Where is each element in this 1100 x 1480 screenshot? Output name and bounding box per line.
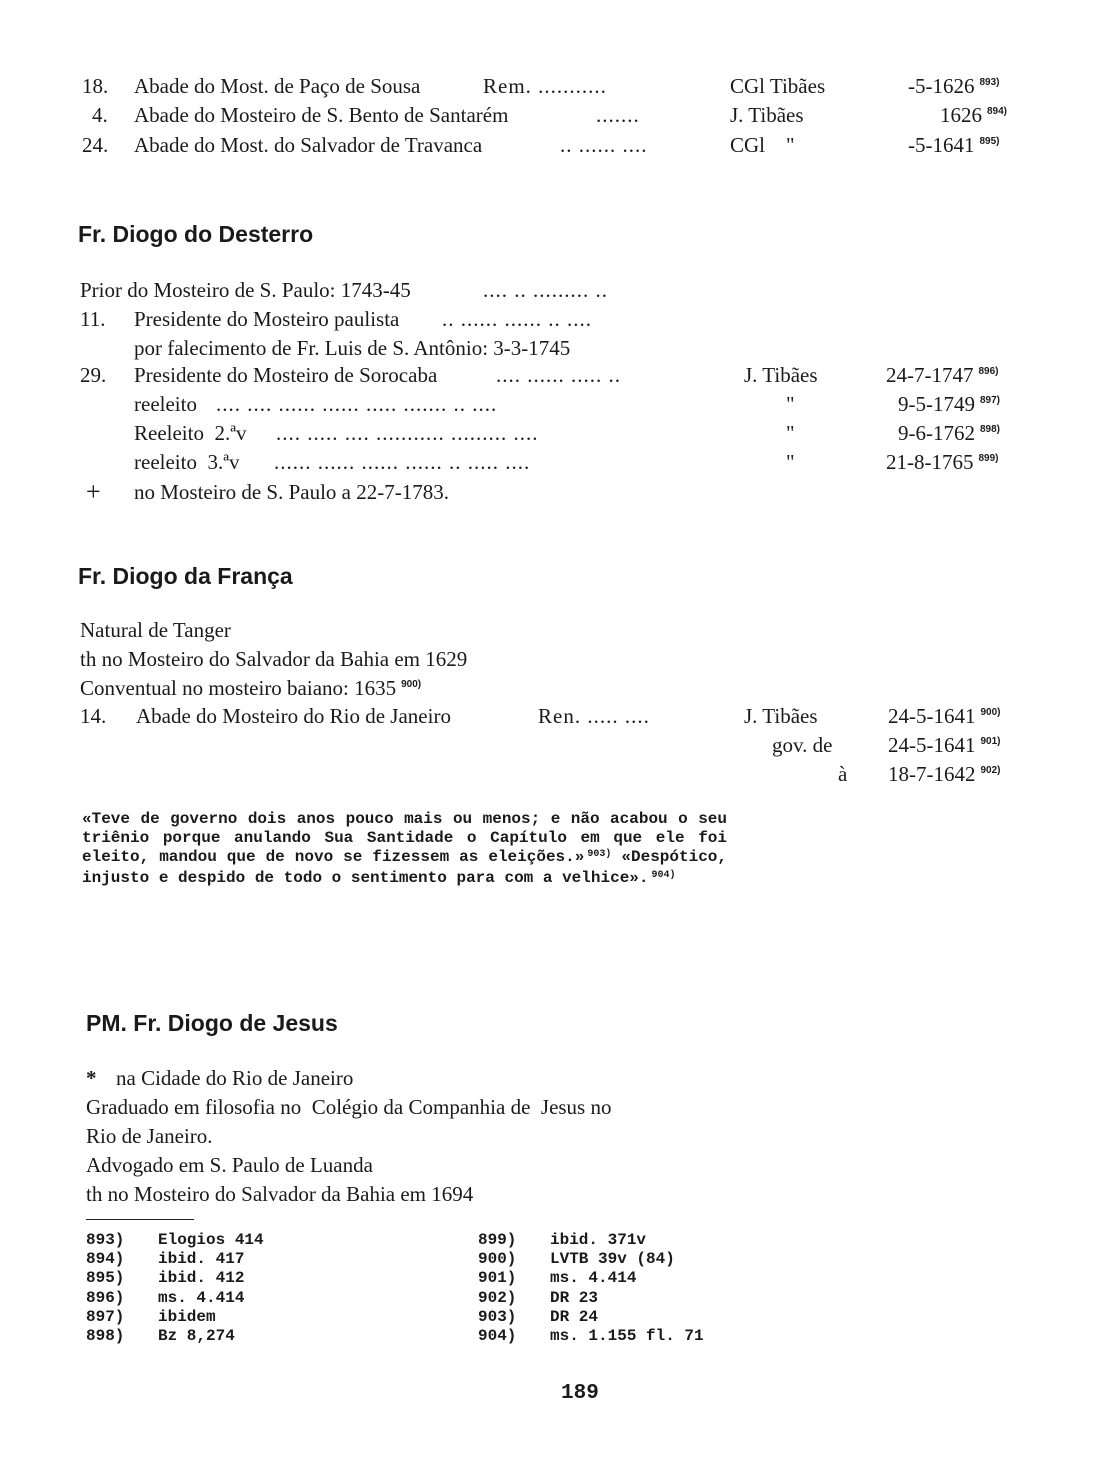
- footnote: [478, 1269, 704, 1288]
- entry-date: 1626: [940, 103, 982, 127]
- footnote-ref: 897): [980, 395, 1001, 406]
- graduation-text-cont: Rio de Janeiro.: [86, 1124, 213, 1148]
- conventual-text: Conventual no mosteiro baiano: 1635: [80, 676, 397, 700]
- entry-number: 18.: [82, 74, 109, 98]
- footnote-number: 903): [478, 1307, 517, 1326]
- footnote-number: 899): [478, 1231, 517, 1249]
- footnote: [86, 1231, 264, 1250]
- entry-place: J. Tibães: [744, 704, 818, 728]
- footnote: [478, 1231, 704, 1250]
- prior-dots: .... .. ......... ..: [483, 278, 608, 302]
- entry-number: 11.: [80, 307, 106, 331]
- footnote-ref: 898): [980, 424, 1001, 435]
- footnote: [478, 1327, 704, 1346]
- footnote-text: ibid. 417: [158, 1250, 245, 1269]
- entry-number: 29.: [80, 363, 107, 387]
- entry-date: 9-5-1749: [898, 392, 975, 416]
- abbot-dots: Ren. ..... ....: [538, 704, 650, 728]
- footnote-number: 901): [478, 1269, 517, 1288]
- footnote: [86, 1327, 264, 1346]
- footnote-ref: 895): [979, 136, 1000, 147]
- birthplace-text: Natural de Tanger: [80, 618, 231, 642]
- footnote-rule: [86, 1219, 194, 1220]
- entry-dots: .. ...... ....: [560, 133, 648, 157]
- footnote-number: 900): [478, 1250, 517, 1269]
- entry-date: -5-1626: [908, 74, 975, 98]
- quote-text: «Despótico, injusto e despido de todo o sentimento para com a velhice».: [82, 848, 728, 887]
- quote-text: «Teve de governo dois anos pouco mais ou menos; e não acabou o seu triênio porque anulando Sua Santidade o Capítulo em que ele foi eleito, mandou que de novo se fizessem as eleições.»: [82, 810, 727, 866]
- profession-text: th no Mosteiro do Salvador da Bahia em 1694: [86, 1182, 474, 1206]
- footnote-text: ibidem: [158, 1307, 216, 1326]
- page-number: 189: [561, 1382, 599, 1405]
- abbot-text: Abade do Mosteiro do Rio de Janeiro: [136, 704, 451, 728]
- quote-block: [82, 810, 727, 890]
- death-text: no Mosteiro de S. Paulo a 22-7-1783.: [134, 480, 449, 504]
- president-text: Presidente do Mosteiro paulista: [134, 307, 400, 331]
- footnote: [86, 1269, 264, 1288]
- entry-dots: .......: [596, 103, 640, 127]
- president-reason: por falecimento de Fr. Luis de S. Antônio: 3-3-1745: [134, 336, 571, 360]
- footnote-number: 898): [86, 1327, 125, 1346]
- section-heading-desterro: Fr. Diogo do Desterro: [78, 221, 314, 247]
- entry-number: 4.: [92, 103, 108, 127]
- president-text: Presidente do Mosteiro de Sorocaba: [134, 363, 438, 387]
- footnote-ref: 902): [980, 765, 1001, 776]
- ditto-mark: ": [786, 421, 795, 445]
- entry-dots: Rem. ...........: [483, 74, 607, 98]
- footnote-text: Bz 8,274: [158, 1327, 235, 1346]
- footnote: [478, 1289, 704, 1308]
- footnote-number: 897): [86, 1307, 125, 1326]
- ditto-mark: ": [786, 450, 795, 474]
- footnote-ref: 893): [979, 77, 1000, 88]
- footnote-ref: 894): [987, 106, 1008, 117]
- footnote-text: LVTB 39v (84): [550, 1250, 675, 1269]
- entry-title: Abade do Most. de Paço de Sousa: [134, 74, 421, 98]
- footnote-text: DR 23: [550, 1288, 599, 1307]
- footnote-number: 896): [86, 1288, 125, 1307]
- footnote-text: ibid. 412: [158, 1269, 245, 1288]
- president-dots: .. ...... ...... .. ....: [442, 307, 592, 331]
- footnote-ref: 901): [980, 736, 1001, 747]
- prior-text: Prior do Mosteiro de S. Paulo: 1743-45: [80, 278, 411, 302]
- reelection-text: reeleito: [134, 392, 197, 416]
- footnote-number: 904): [478, 1327, 517, 1346]
- reelection-text: reeleito 3.ªv: [134, 450, 240, 474]
- entry-date: 24-5-1641: [888, 704, 976, 728]
- entry-place: CGl Tibães: [730, 74, 826, 98]
- entry-date: 9-6-1762: [898, 421, 975, 445]
- footnote-ref: 903): [587, 849, 612, 860]
- footnote-text: Elogios 414: [158, 1231, 264, 1249]
- entry-date: 24-5-1641: [888, 733, 976, 757]
- section-heading-franca: Fr. Diogo da França: [78, 563, 293, 589]
- gov-label: gov. de: [772, 733, 833, 757]
- death-cross-icon: +: [86, 477, 101, 506]
- footnote-number: 894): [86, 1250, 125, 1269]
- entry-date: 21-8-1765: [886, 450, 974, 474]
- footnotes-right: [478, 1231, 704, 1346]
- footnote-number: 893): [86, 1231, 125, 1249]
- reelection-dots: .... ..... .... ........... ......... ....: [276, 421, 539, 445]
- ditto-mark: ": [786, 392, 795, 416]
- entry-number: 24.: [82, 133, 109, 157]
- footnote-number: 895): [86, 1269, 125, 1288]
- advocate-text: Advogado em S. Paulo de Luanda: [86, 1153, 373, 1177]
- footnote: [86, 1308, 264, 1327]
- president-dots: .... ...... ..... ..: [496, 363, 621, 387]
- footnote: [86, 1289, 264, 1308]
- footnote-text: DR 24: [550, 1307, 599, 1326]
- reelection-dots: ...... ...... ...... ...... .. ..... ....: [274, 450, 531, 474]
- reelection-text: Reeleito 2.ªv: [134, 421, 247, 445]
- entry-place: J. Tibães: [730, 103, 804, 127]
- footnote-ref: 904): [651, 870, 676, 881]
- footnote-ref: 900): [401, 679, 422, 690]
- entry-date: 24-7-1747: [886, 363, 974, 387]
- entry-place: J. Tibães: [744, 363, 818, 387]
- entry-place: CGl ": [730, 133, 795, 157]
- footnotes-left: [86, 1231, 264, 1346]
- profession-text: th no Mosteiro do Salvador da Bahia em 1629: [80, 647, 468, 671]
- birth-asterisk-icon: *: [86, 1066, 97, 1090]
- footnote-ref: 900): [980, 707, 1001, 718]
- footnote-ref: 899): [978, 453, 999, 464]
- footnote: [478, 1308, 704, 1327]
- footnote: [478, 1250, 704, 1269]
- entry-date: 18-7-1642: [888, 762, 976, 786]
- until-label: à: [838, 762, 848, 786]
- footnote: [86, 1250, 264, 1269]
- footnote-text: ms. 1.155 fl. 71: [550, 1327, 704, 1346]
- entry-number: 14.: [80, 704, 107, 728]
- footnote-text: ms. 4.414: [158, 1288, 245, 1307]
- footnote-text: ibid. 371v: [550, 1231, 647, 1249]
- birth-text: na Cidade do Rio de Janeiro: [116, 1066, 354, 1090]
- entry-title: Abade do Most. do Salvador de Travanca: [134, 133, 483, 157]
- footnote-text: ms. 4.414: [550, 1269, 637, 1288]
- section-heading-jesus: PM. Fr. Diogo de Jesus: [86, 1010, 338, 1036]
- entry-title: Abade do Mosteiro de S. Bento de Santarém: [134, 103, 509, 127]
- footnote-ref: 896): [978, 366, 999, 377]
- reelection-dots: .... .... ...... ...... ..... ....... .. ....: [216, 392, 498, 416]
- graduation-text: Graduado em filosofia no Colégio da Companhia de Jesus no: [86, 1095, 612, 1119]
- entry-date: -5-1641: [908, 133, 975, 157]
- footnote-number: 902): [478, 1288, 517, 1307]
